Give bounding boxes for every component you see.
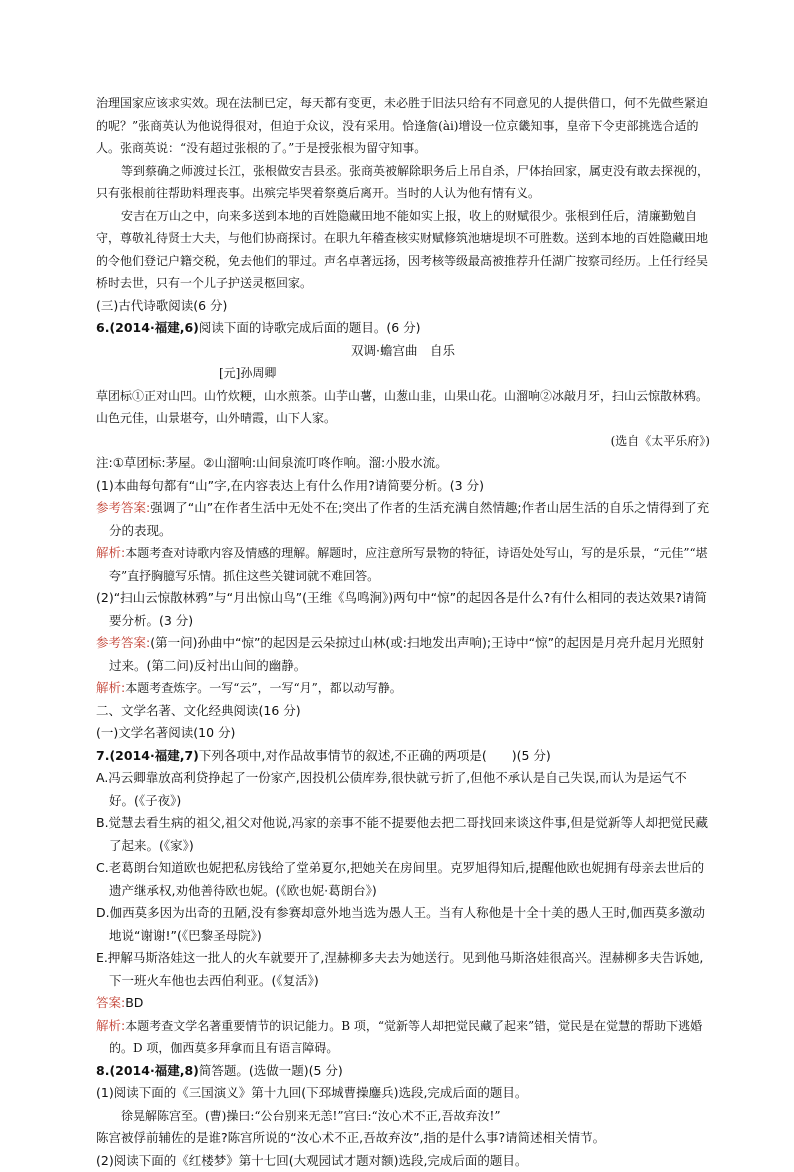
question-6-sub-1-explanation xyxy=(96,542,710,587)
question-7-source: (2014·福建,7) xyxy=(109,748,198,763)
question-6-text: 阅读下面的诗歌完成后面的题目。(6 分) xyxy=(199,320,421,335)
explanation-label: 解析: xyxy=(96,1018,125,1033)
question-6-number: 6. xyxy=(96,320,109,335)
question-6-sub-1: (1)本曲每句都有“山”字,在内容表达上有什么作用?请简要分析。(3 分) xyxy=(96,475,710,498)
question-8-sub-1: (1)阅读下面的《三国演义》第十九回(下邳城曹操鏖兵)选段,完成后面的题目。 xyxy=(96,1082,710,1105)
option-d: D.伽西莫多因为出奇的丑陋,没有参赛却意外地当选为愚人王。当有人称他是十全十美的愚人王时,伽西莫多激动地说“谢谢!”(《巴黎圣母院》) xyxy=(96,902,710,947)
answer-text: 强调了“山”在作者生活中无处不在;突出了作者的生活充满自然情趣;作者山居生活的自乐之情得到了充分的表现。 xyxy=(109,500,709,538)
question-8-source: (2014·福建,8) xyxy=(109,1063,198,1078)
poem-author: [元]孙周卿 xyxy=(96,362,710,385)
question-8-sub-1-task: 陈宫被俘前辅佐的是谁?陈宫所说的“汝心术不正,吾故弃汝”,指的是什么事?请简述相关情节。 xyxy=(96,1127,710,1150)
question-6-sub-2-explanation xyxy=(96,677,710,700)
poem-source: (选自《太平乐府》) xyxy=(96,430,710,453)
question-6-sub-2-answer xyxy=(96,632,710,677)
question-8-number: 8. xyxy=(96,1063,109,1078)
explanation-label: 解析: xyxy=(96,680,125,695)
question-6-stem xyxy=(96,317,710,340)
poem-body: 草团标①正对山凹。山竹炊粳，山水煎茶。山芋山薯，山葱山韭，山果山花。山溜响②冰敲月牙，扫山云惊散林鸦。山色元佳，山景堪夸，山外晴霞，山下人家。 xyxy=(96,385,710,430)
poem-note: 注:①草团标:茅屋。②山溜响:山间泉流叮咚作响。溜:小股水流。 xyxy=(96,452,710,475)
passage-paragraph-3: 安吉在万山之中，向来多送到本地的百姓隐藏田地不能如实上报，收上的财赋很少。张根到任后，清廉勤勉自守，尊敬礼待贤士大夫，与他们协商探讨。在职九年稽查核实财赋修筑池塘堤坝不可胜数。送到本地的百姓隐藏田地的令他们登记户籍交税，免去他们的罪过。声名卓著远扬，因考核等级最高被推荐升任湖广按察司经历。上任行经吴桥时去世，只有一个儿子护送灵柩回家。 xyxy=(96,205,710,295)
question-8-stem xyxy=(96,1060,710,1083)
answer-label: 参考答案: xyxy=(96,500,150,515)
part-2-subheading: (一)文学名著阅读(10 分) xyxy=(96,722,710,745)
part-2-heading: 二、文学名著、文化经典阅读(16 分) xyxy=(96,700,710,723)
passage-paragraph-2: 等到蔡确之师渡过长江，张根做安吉县丞。张商英被解除职务后上吊自杀，尸体抬回家，属吏没有敢去探视的，只有张根前往帮助料理丧事。出殡完毕哭着祭奠后离开。当时的人认为他有情有义。 xyxy=(96,160,710,205)
answer-label: 答案: xyxy=(96,995,125,1010)
answer-text: (第一问)孙曲中“惊”的起因是云朵掠过山林(或:扫地发出声响);王诗中“惊”的起因是月亮升起月光照射过来。(第二问)反衬出山间的幽静。 xyxy=(109,635,704,673)
answer-label: 参考答案: xyxy=(96,635,150,650)
explanation-text: 本题考查对诗歌内容及情感的理解。解题时，应注意所写景物的特征，诗语处处写山，写的是乐景，“元佳”“堪夸”直抒胸臆写乐情。抓住这些关键词就不难回答。 xyxy=(109,546,708,583)
poem-title: 双调·蟾宫曲 自乐 xyxy=(96,340,710,363)
question-7-number: 7. xyxy=(96,748,109,763)
document-page xyxy=(96,92,710,1172)
explanation-text: 本题考查文学名著重要情节的识记能力。B 项，“觉新等人却把觉民藏了起来”错，觉民是在觉慧的帮助下逃婚的。D 项，伽西莫多拜拿而且有语言障碍。 xyxy=(109,1019,702,1056)
question-6-sub-1-answer xyxy=(96,497,710,542)
question-8-text: 简答题。(选做一题)(5 分) xyxy=(199,1063,343,1078)
option-a: A.冯云卿靠放高利贷挣起了一份家产,因投机公债库券,很快就亏折了,但他不承认是自己失误,而认为是运气不好。(《子夜》) xyxy=(96,767,710,812)
question-7-answer xyxy=(96,992,710,1015)
question-7-text: 下列各项中,对作品故事情节的叙述,不正确的两项是( )(5 分) xyxy=(199,748,551,763)
passage-paragraph-1: 治理国家应该求实效。现在法制已定，每天都有变更，未必胜于旧法只给有不同意见的人提供借口，何不先做些紧迫的呢？”张商英认为他说得很对，但迫于众议，没有采用。恰逢詹(ài)增设一位京畿知事，皇帝下令吏部挑选合适的人。张商英说：“没有超过张根的了。”于是授张根为留守知事。 xyxy=(96,92,710,160)
answer-text: BD xyxy=(125,995,143,1010)
option-e: E.押解马斯洛娃这一批人的火车就要开了,涅赫柳多夫去为她送行。见到他马斯洛娃很高兴。涅赫柳多夫告诉她,下一班火车他也去西伯利亚。(《复活》) xyxy=(96,947,710,992)
question-6-source: (2014·福建,6) xyxy=(109,320,198,335)
option-b: B.觉慧去看生病的祖父,祖父对他说,冯家的亲事不能不提要他去把二哥找回来谈这件事,但是觉新等人却把觉民藏了起来。(《家》) xyxy=(96,812,710,857)
question-6-sub-2: (2)“扫山云惊散林鸦”与“月出惊山鸟”(王维《鸟鸣涧》)两句中“惊”的起因各是什么?有什么相同的表达效果?请简要分析。(3 分) xyxy=(96,587,710,632)
question-8-quote: 徐晃解陈宫至。(曹)操曰:“公台别来无恙!”宫曰:“汝心术不正,吾故弃汝!” xyxy=(96,1105,710,1128)
question-7-explanation xyxy=(96,1015,710,1060)
section-heading-poetry: (三)古代诗歌阅读(6 分) xyxy=(96,295,710,318)
explanation-text: 本题考查炼字。一写“云”，一写“月”，都以动写静。 xyxy=(125,681,402,695)
explanation-label: 解析: xyxy=(96,545,125,560)
question-8-sub-2: (2)阅读下面的《红楼梦》第十七回(大观园试才题对额)选段,完成后面的题目。 xyxy=(96,1150,710,1172)
option-c: C.老葛朗台知道欧也妮把私房钱给了堂弟夏尔,把她关在房间里。克罗旭得知后,提醒他欧也妮拥有母亲去世后的遗产继承权,劝他善待欧也妮。(《欧也妮·葛朗台》) xyxy=(96,857,710,902)
question-7-stem xyxy=(96,745,710,768)
